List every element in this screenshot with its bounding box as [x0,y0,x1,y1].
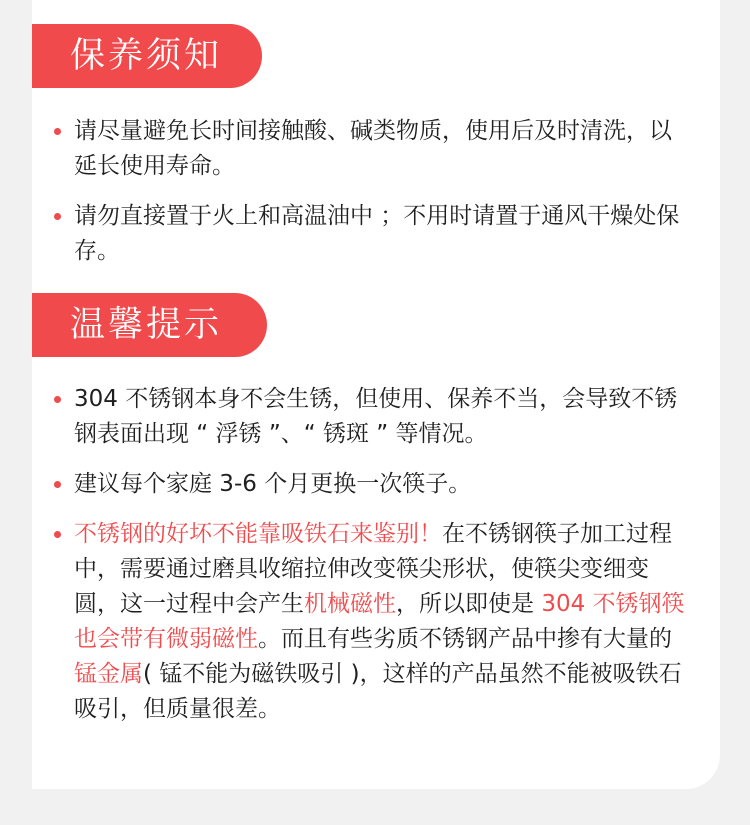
list-item [32,382,720,452]
bullet-dot-icon [54,396,61,403]
list-item-text: ，所以即使是 [396,591,542,617]
section-title-care: 保养须知 [32,24,262,88]
list-item [32,114,720,184]
list-item-text: 请勿直接置于火上和高温油中 ；不用时请置于通风干燥处保存。 [74,203,680,264]
section-title-tips: 温馨提示 [32,293,267,357]
care-list [32,114,720,284]
highlight-text: 304 不锈钢筷也会带有微弱磁性 [74,591,685,652]
list-item-text: 在不锈钢筷子加工过程中，需要通过磨具收缩拉伸改变筷尖形状，使筷尖变细变圆，这一过程中会产生 [74,521,672,617]
list-item [32,467,720,502]
list-item [32,199,720,269]
highlight-text: 不锈钢的好坏不能靠吸铁石来鉴别！ [74,521,442,547]
highlight-text: 机械磁性 [304,591,396,617]
list-item-text: 。而且有些劣质不锈钢产品中掺有大量的 [258,626,672,652]
bullet-dot-icon [54,531,61,538]
list-item-text: 请尽量避免长时间接触酸、碱类物质，使用后及时清洗，以延长使用寿命。 [74,118,672,179]
bullet-dot-icon [54,128,61,135]
notice-card [32,0,720,789]
tips-list [32,382,720,742]
list-item-text: 建议每个家庭 3-6 个月更换一次筷子。 [74,471,472,497]
list-item-text: 304 不锈钢本身不会生锈，但使用、保养不当，会导致不锈钢表面出现 “ 浮锈 ”、“ 锈斑 ” 等情况。 [74,386,678,447]
list-item-text: ( 锰不能为磁铁吸引 )，这样的产品虽然不能被吸铁石吸引，但质量很差。 [74,661,682,722]
bullet-dot-icon [54,481,61,488]
bullet-dot-icon [54,213,61,220]
highlight-text: 锰金属 [74,661,143,687]
list-item-magnet [32,517,720,727]
